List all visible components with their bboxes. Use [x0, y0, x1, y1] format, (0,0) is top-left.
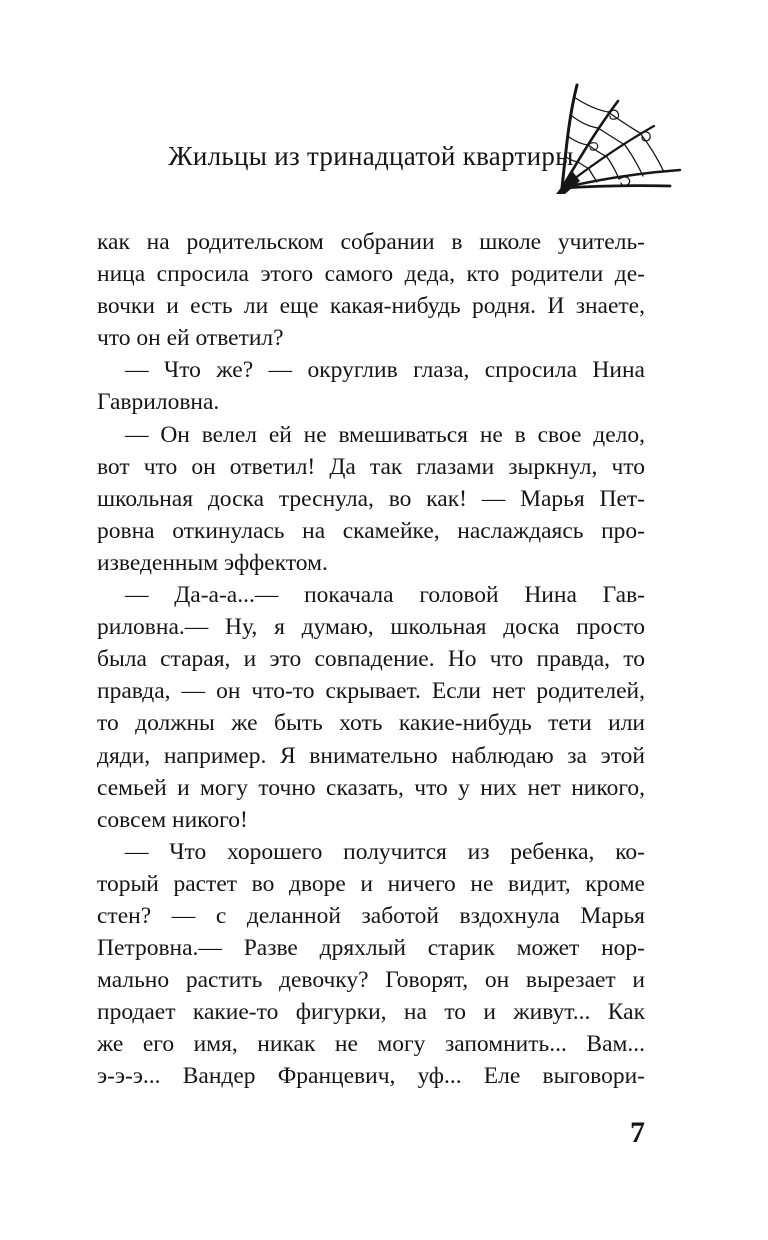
text-line: школьная доска треснула, во как! — Марья Пет- [97, 485, 645, 512]
text-line: мально растить девочку? Говорят, он вырезает и [97, 967, 645, 994]
text-line: риловна.— Ну, я думаю, школьная доска просто [97, 614, 645, 641]
text-line: — Что же? — округлив глаза, спросила Нина [125, 357, 645, 384]
text-line: то должны же быть хоть какие-нибудь тети или [97, 710, 645, 737]
text-line: — Да-а-а...— покачала головой Нина Гав- [125, 582, 645, 609]
text-line: же его имя, никак не могу запомнить... Вам... [97, 1031, 645, 1058]
text-line: Гавриловна. [97, 389, 220, 416]
text-line: семьей и могу точно сказать, что у них нет никого, [97, 774, 645, 801]
text-line: ница спросила этого самого деда, кто родители де- [97, 261, 645, 288]
text-line: ровна откинулась на скамейке, наслаждаясь про- [97, 517, 645, 544]
text-line: правда, — он что-то скрывает. Если нет родителей, [97, 678, 645, 705]
page-number: 7 [630, 1116, 645, 1149]
cobweb-icon [556, 82, 686, 194]
text-line: дяди, например. Я внимательно наблюдаю за этой [97, 742, 645, 769]
cobweb-corner-illustration [556, 82, 686, 194]
running-header-title: Жильцы из тринадцатой квартиры [168, 141, 574, 171]
text-line: была старая, и это совпадение. Но что правда, то [97, 646, 645, 673]
text-line: что он ей ответил? [97, 325, 284, 352]
page-body-text [97, 226, 645, 1093]
text-line: Петровна.— Разве дряхлый старик может нор- [97, 935, 645, 962]
text-line: совсем никого! [97, 806, 248, 833]
text-line: торый растет во дворе и ничего не видит, кроме [97, 870, 645, 897]
text-line: продает какие-то фигурки, на то и живут... Как [97, 999, 645, 1026]
text-line: изведенным эффектом. [97, 549, 328, 576]
text-line: э-э-э... Вандер Францевич, уф... Еле выговори- [97, 1063, 645, 1090]
text-line: вочки и есть ли еще какая-нибудь родня. И знаете, [97, 293, 645, 320]
text-line: — Что хорошего получится из ребенка, ко- [125, 838, 645, 865]
text-line: как на родительском собрании в школе учитель- [97, 229, 645, 255]
text-line: — Он велел ей не вмешиваться не в свое дело, [125, 421, 645, 448]
text-line: вот что он ответил! Да так глазами зыркнул, что [97, 453, 645, 480]
text-line: стен? — с деланной заботой вздохнула Марья [97, 902, 645, 929]
